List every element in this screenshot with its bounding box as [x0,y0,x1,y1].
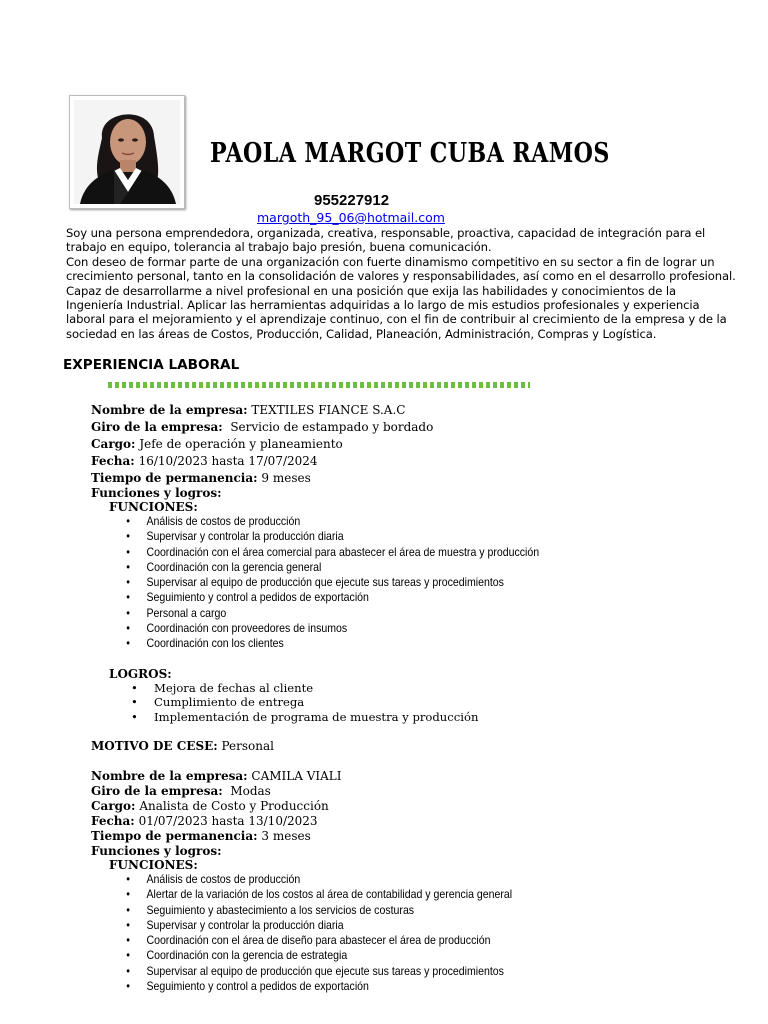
list-item: • Personal a cargo [91,606,637,621]
list-item: • Cumplimiento de entrega [91,695,711,710]
achievements-heading: LOGROS: [109,666,172,681]
list-item: • Seguimiento y control a pedidos de exportación [91,590,637,605]
list-item: • Supervisar y controlar la producción diaria [91,529,637,544]
profile-paragraph: Soy una persona emprendedora, organizada, creativa, responsable, proactiva, capacidad de integración para el trabajo en equipo, tolerancia al trabajo bajo presión, buena comunicación. [66,226,706,255]
job-date: Fecha: 16/10/2023 hasta 17/07/2024 [91,454,318,468]
profile-summary [66,226,736,341]
list-item: • Coordinación con el área de diseño para abastecer el área de producción [91,933,637,948]
list-item: • Coordinación con los clientes [91,636,637,651]
list-item: • Coordinación con proveedores de insumos [91,621,637,636]
job-entry [91,769,711,994]
job-business: Giro de la empresa: Modas [91,784,271,798]
list-item: • Mejora de fechas al cliente [91,681,711,696]
job-tenure: Tiempo de permanencia: 9 meses [91,471,311,485]
section-title-experience: EXPERIENCIA LABORAL [63,357,240,373]
job-tenure: Tiempo de permanencia: 3 meses [91,829,311,843]
candidate-name: PAOLA MARGOT CUBA RAMOS [210,138,610,169]
job-entry [91,403,711,753]
functions-heading: FUNCIONES: [109,500,198,514]
job-company: Nombre de la empresa: TEXTILES FIANCE S.A.C [91,403,406,417]
email-link[interactable]: margoth_95_06@hotmail.com [257,210,445,225]
list-item: • Análisis de costos de producción [91,514,637,529]
list-item: • Seguimiento y abastecimiento a los servicios de costuras [91,903,637,918]
job-date: Fecha: 01/07/2023 hasta 13/10/2023 [91,814,318,828]
portrait-image [74,100,180,204]
list-item: • Alertar de la variación de los costos al área de contabilidad y gerencia general [91,887,637,902]
job-functions-heading: Funciones y logros: [91,844,222,858]
list-item: • Análisis de costos de producción [91,872,637,887]
section-divider [108,382,530,388]
job-company: Nombre de la empresa: CAMILA VIALI [91,769,342,783]
list-item: • Coordinación con el área comercial para abastecer el área de muestra y producción [91,545,637,560]
achievements-list [91,681,711,725]
functions-list [91,872,711,994]
list-item: • Coordinación con la gerencia general [91,560,637,575]
job-business: Giro de la empresa: Servicio de estampado y bordado [91,420,434,434]
job-position: Cargo: Jefe de operación y planeamiento [91,437,343,451]
profile-photo [69,95,185,209]
phone-number: 955227912 [314,192,390,209]
functions-list [91,514,711,652]
list-item: • Supervisar y controlar la producción diaria [91,918,637,933]
job-position: Cargo: Analista de Costo y Producción [91,799,329,813]
list-item: • Supervisar al equipo de producción que ejecute sus tareas y procedimientos [91,964,637,979]
list-item: • Coordinación con la gerencia de estrategia [91,948,637,963]
list-item: • Implementación de programa de muestra y producción [91,710,711,725]
job-leave-reason: MOTIVO DE CESE: Personal [91,739,274,754]
functions-heading: FUNCIONES: [109,858,198,872]
job-functions-heading: Funciones y logros: [91,486,222,500]
profile-paragraph: Con deseo de formar parte de una organización con fuerte dinamismo competitivo en su sector a fin de lograr un crecimiento personal, tanto en la consolidación de valores y responsabilidades, así como en el desarrollo profesional. Capaz de desarrollarme a nivel profesional en una posición que exija las habilidades y conocimientos de la Ingeniería Industrial. Aplicar las herramientas adquiridas a lo largo de mis estudios profesionales y experiencia laboral para el mejoramiento y el aprendizaje continuo, con el fin de contribuir al crecimiento de la empresa y de la sociedad en las áreas de Costos, Producción, Calidad, Planeación, Administración, Compras y Logística. [66,254,736,341]
list-item: • Seguimiento y control a pedidos de exportación [91,979,637,994]
list-item: • Supervisar al equipo de producción que ejecute sus tareas y procedimientos [91,575,637,590]
